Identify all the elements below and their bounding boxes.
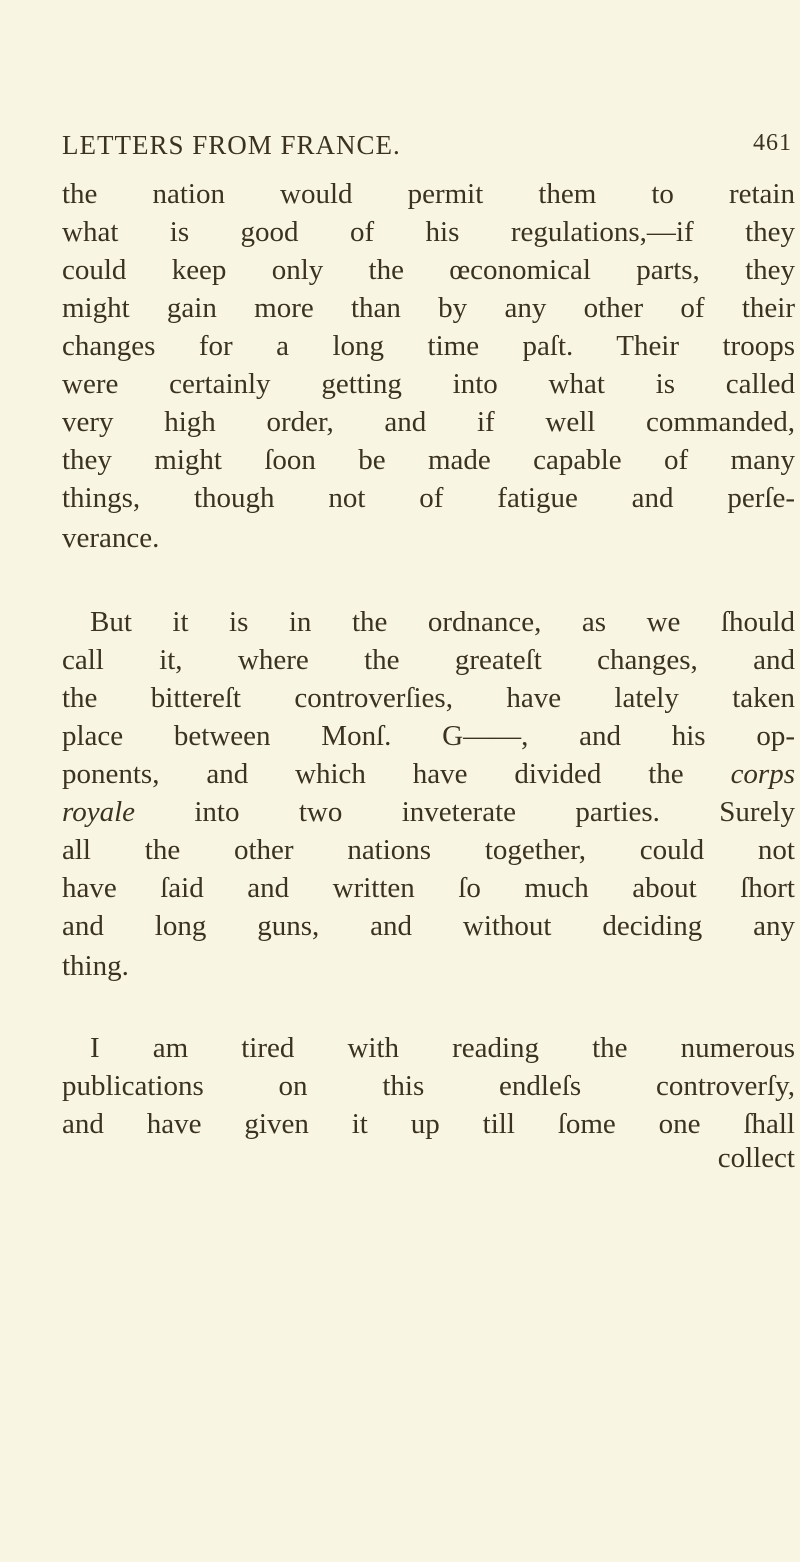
header-title: LETTERS FROM FRANCE. <box>62 130 401 160</box>
text-line: changes for a long time paſt. Their troops <box>62 330 795 362</box>
text-line: thing. <box>62 950 129 982</box>
page-number: 461 <box>753 130 792 156</box>
text-line: very high order, and if well commanded, <box>62 406 795 438</box>
italic-word: royale <box>62 796 136 828</box>
text-line: might gain more than by any other of their <box>62 292 795 324</box>
text-line: the nation would permit them to retain <box>62 178 795 210</box>
text-line: things, though not of fatigue and perſe- <box>62 482 795 514</box>
text-line: place between Monſ. G——, and his op- <box>62 720 795 752</box>
text-line: the bittereſt controverſies, have lately taken <box>62 682 795 714</box>
text-line: call it, where the greateſt changes, and <box>62 644 795 676</box>
text-line: have ſaid and written ſo much about ſhort <box>62 872 795 904</box>
running-header <box>62 130 792 161</box>
text-line <box>62 794 795 830</box>
line-text: ponents, and which have divided the <box>62 758 684 790</box>
text-line <box>62 756 795 792</box>
text-line: and have given it up till ſome one ſhall <box>62 1108 795 1140</box>
catchword: collect <box>717 1142 795 1174</box>
line-text: into two inveterate parties. Surely <box>194 796 795 828</box>
text-line: publications on this endleſs controverſy, <box>62 1070 795 1102</box>
text-line: and long guns, and without deciding any <box>62 910 795 942</box>
text-line: But it is in the ordnance, as we ſhould <box>90 606 795 638</box>
text-line: I am tired with reading the numerous <box>90 1032 795 1064</box>
italic-word: corps <box>730 758 796 790</box>
text-line: what is good of his regulations,—if they <box>62 216 795 248</box>
text-line: they might ſoon be made capable of many <box>62 444 795 476</box>
text-line: all the other nations together, could not <box>62 834 795 866</box>
text-line: were certainly getting into what is called <box>62 368 795 400</box>
text-line: verance. <box>62 522 160 554</box>
text-line: could keep only the œconomical parts, they <box>62 254 795 286</box>
